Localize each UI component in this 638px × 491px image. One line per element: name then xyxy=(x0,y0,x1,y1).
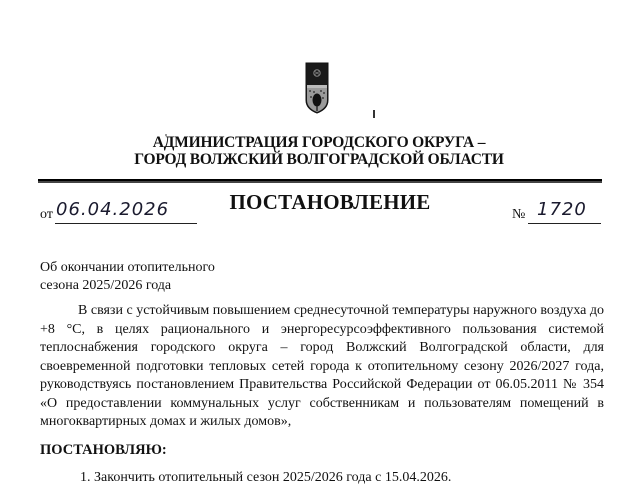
header-line-1: АДМИНИСТРАЦИЯ ГОРОДСКОГО ОКРУГА – xyxy=(152,134,486,151)
resolve-heading: ПОСТАНОВЛЯЮ: xyxy=(40,442,167,458)
date-label: от xyxy=(40,207,53,222)
date-underline xyxy=(55,223,197,224)
number-label: № xyxy=(512,207,526,222)
subject-line-2: сезона 2025/2026 года xyxy=(40,278,172,293)
preamble-text: В связи с устойчивым повышением среднесуточной температуры наружного воздуха до +8 °С, в целях рационального и энергоресурсоэффективного пользования системой теплоснабжения городского округа – город Волжский Волгоградской области, для своевременной подготовки тепловых сетей города к отопительному сезону 2026/2027 года, руководствуясь постановлением Правительства Российской Федерации от 06.05.2011 № 354 «О предоставлении коммунальных услуг собственникам и пользователям помещений в многоквартирных домах и жилых домов», xyxy=(40,303,604,429)
scan-mark xyxy=(373,110,375,118)
document-subject xyxy=(40,259,215,295)
document-title: ПОСТАНОВЛЕНИЕ xyxy=(229,190,431,214)
coat-of-arms-icon xyxy=(305,62,329,114)
resolution-item xyxy=(80,470,451,486)
item-text: Закончить отопительный сезон 2025/2026 года с 15.04.2026. xyxy=(94,470,452,485)
item-number: 1. xyxy=(80,470,91,485)
preamble-paragraph xyxy=(40,302,604,432)
date-value: 06.04.2026 xyxy=(56,199,170,220)
number-underline xyxy=(528,223,601,224)
number-value: 1720 xyxy=(537,199,587,220)
header-divider xyxy=(38,179,602,183)
header-line-2: ГОРОД ВОЛЖСКИЙ ВОЛГОГРАДСКОЙ ОБЛАСТИ xyxy=(134,151,504,168)
subject-line-1: Об окончании отопительного xyxy=(40,260,215,275)
